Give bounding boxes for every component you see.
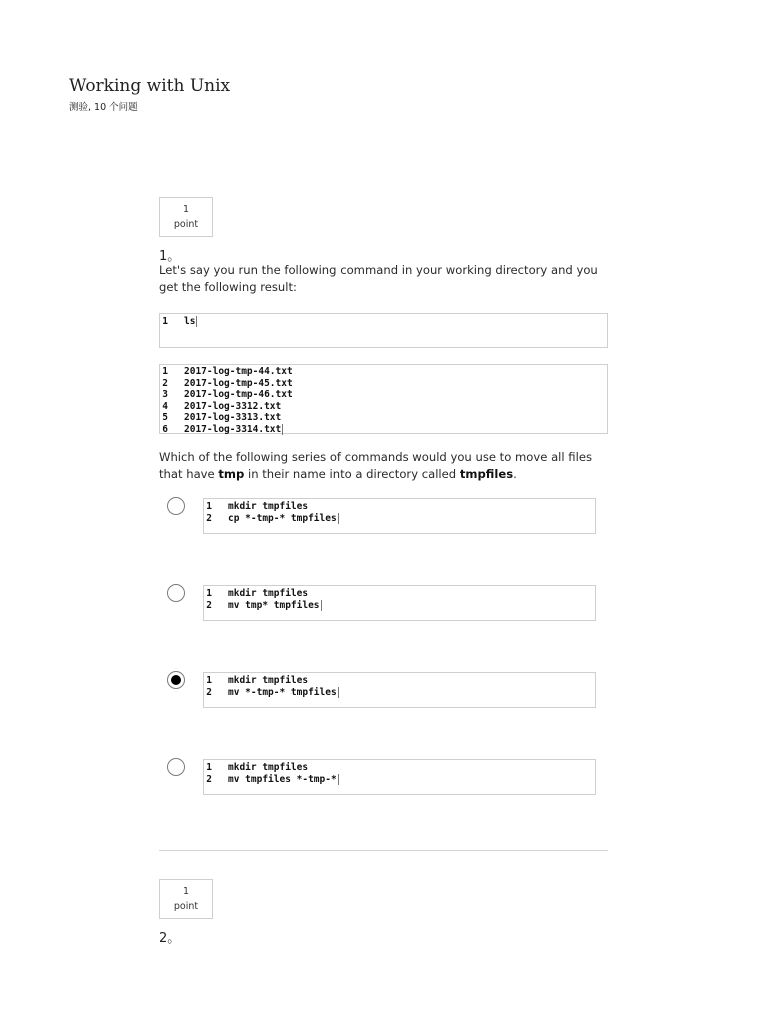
question-number: 2。 <box>159 931 181 946</box>
points-value: 1 <box>182 886 190 897</box>
code-line <box>160 401 607 413</box>
output-code-block <box>159 364 608 434</box>
code-line <box>160 389 607 401</box>
line-number: 1 <box>206 762 212 773</box>
code-text: 2017-log-3312.txt <box>184 400 282 412</box>
code-text: mv *-tmp-* tmpfiles <box>228 686 337 698</box>
line-number: 2 <box>206 686 212 698</box>
question-number: 1。 <box>159 249 181 264</box>
code-line <box>204 762 595 774</box>
text-cursor <box>282 424 283 435</box>
code-line <box>204 513 595 525</box>
code-text: mkdir tmpfiles <box>228 675 309 686</box>
line-number: 1 <box>206 675 212 686</box>
code-line <box>160 378 607 390</box>
line-number: 6 <box>162 423 168 435</box>
code-text: mkdir tmpfiles <box>228 762 309 773</box>
points-box <box>159 879 213 919</box>
question-prompt <box>159 449 609 483</box>
code-line <box>204 774 595 786</box>
line-number: 2 <box>206 773 212 785</box>
code-text: 2017-log-tmp-45.txt <box>184 377 293 389</box>
option-d-radio[interactable] <box>167 758 185 776</box>
code-line <box>160 316 607 328</box>
quiz-title: Working with Unix <box>69 76 231 96</box>
prompt-text: Which of the following series of commands would you use to move all files that have <box>159 450 592 481</box>
line-number: 2 <box>206 599 212 611</box>
points-box <box>159 197 213 237</box>
option-d-code-block[interactable] <box>203 759 596 795</box>
code-line <box>204 588 595 600</box>
points-unit: point <box>173 901 199 912</box>
points-value: 1 <box>182 204 190 215</box>
code-line <box>160 366 607 378</box>
option-c-code-block[interactable] <box>203 672 596 708</box>
option-a-code-block[interactable] <box>203 498 596 534</box>
code-line <box>204 600 595 612</box>
option-b-radio[interactable] <box>167 584 185 602</box>
prompt-keyword-tmpfiles: tmpfiles <box>459 467 514 481</box>
question-intro: Let's say you run the following command in your working directory and you get the following result: <box>159 263 598 294</box>
prompt-keyword-tmp: tmp <box>218 467 245 481</box>
line-number: 1 <box>206 588 212 599</box>
question-divider <box>159 850 608 851</box>
code-text: 2017-log-3313.txt <box>184 412 282 423</box>
text-cursor <box>321 600 322 611</box>
code-line <box>204 687 595 699</box>
code-text: mkdir tmpfiles <box>228 588 309 599</box>
code-text: ls <box>184 316 196 327</box>
option-c-radio[interactable] <box>167 671 185 689</box>
code-text: mv tmp* tmpfiles <box>228 599 320 611</box>
line-number: 1 <box>206 501 212 512</box>
code-line <box>204 501 595 513</box>
code-text: 2017-log-3314.txt <box>184 423 282 435</box>
line-number: 1 <box>162 366 168 377</box>
line-number: 1 <box>162 316 168 327</box>
line-number: 5 <box>162 412 168 423</box>
points-unit: point <box>173 219 199 230</box>
line-number: 2 <box>206 512 212 524</box>
code-text: 2017-log-tmp-44.txt <box>184 366 293 377</box>
text-cursor <box>338 513 339 524</box>
line-number: 4 <box>162 400 168 412</box>
prompt-text: . <box>513 467 517 481</box>
quiz-meta: 测验, 10 个问题 <box>69 102 138 113</box>
code-text: mkdir tmpfiles <box>228 501 309 512</box>
code-text: 2017-log-tmp-46.txt <box>184 389 293 400</box>
text-cursor <box>338 774 339 785</box>
command-code-block <box>159 313 608 348</box>
line-number: 3 <box>162 389 168 400</box>
text-cursor <box>196 316 197 327</box>
code-text: mv tmpfiles *-tmp-* <box>228 773 337 785</box>
code-line <box>204 675 595 687</box>
text-cursor <box>338 687 339 698</box>
line-number: 2 <box>162 377 168 389</box>
code-text: cp *-tmp-* tmpfiles <box>228 512 337 524</box>
prompt-text: in their name into a directory called <box>244 467 460 481</box>
code-line <box>160 412 607 424</box>
option-b-code-block[interactable] <box>203 585 596 621</box>
option-a-radio[interactable] <box>167 497 185 515</box>
code-line <box>160 424 607 436</box>
